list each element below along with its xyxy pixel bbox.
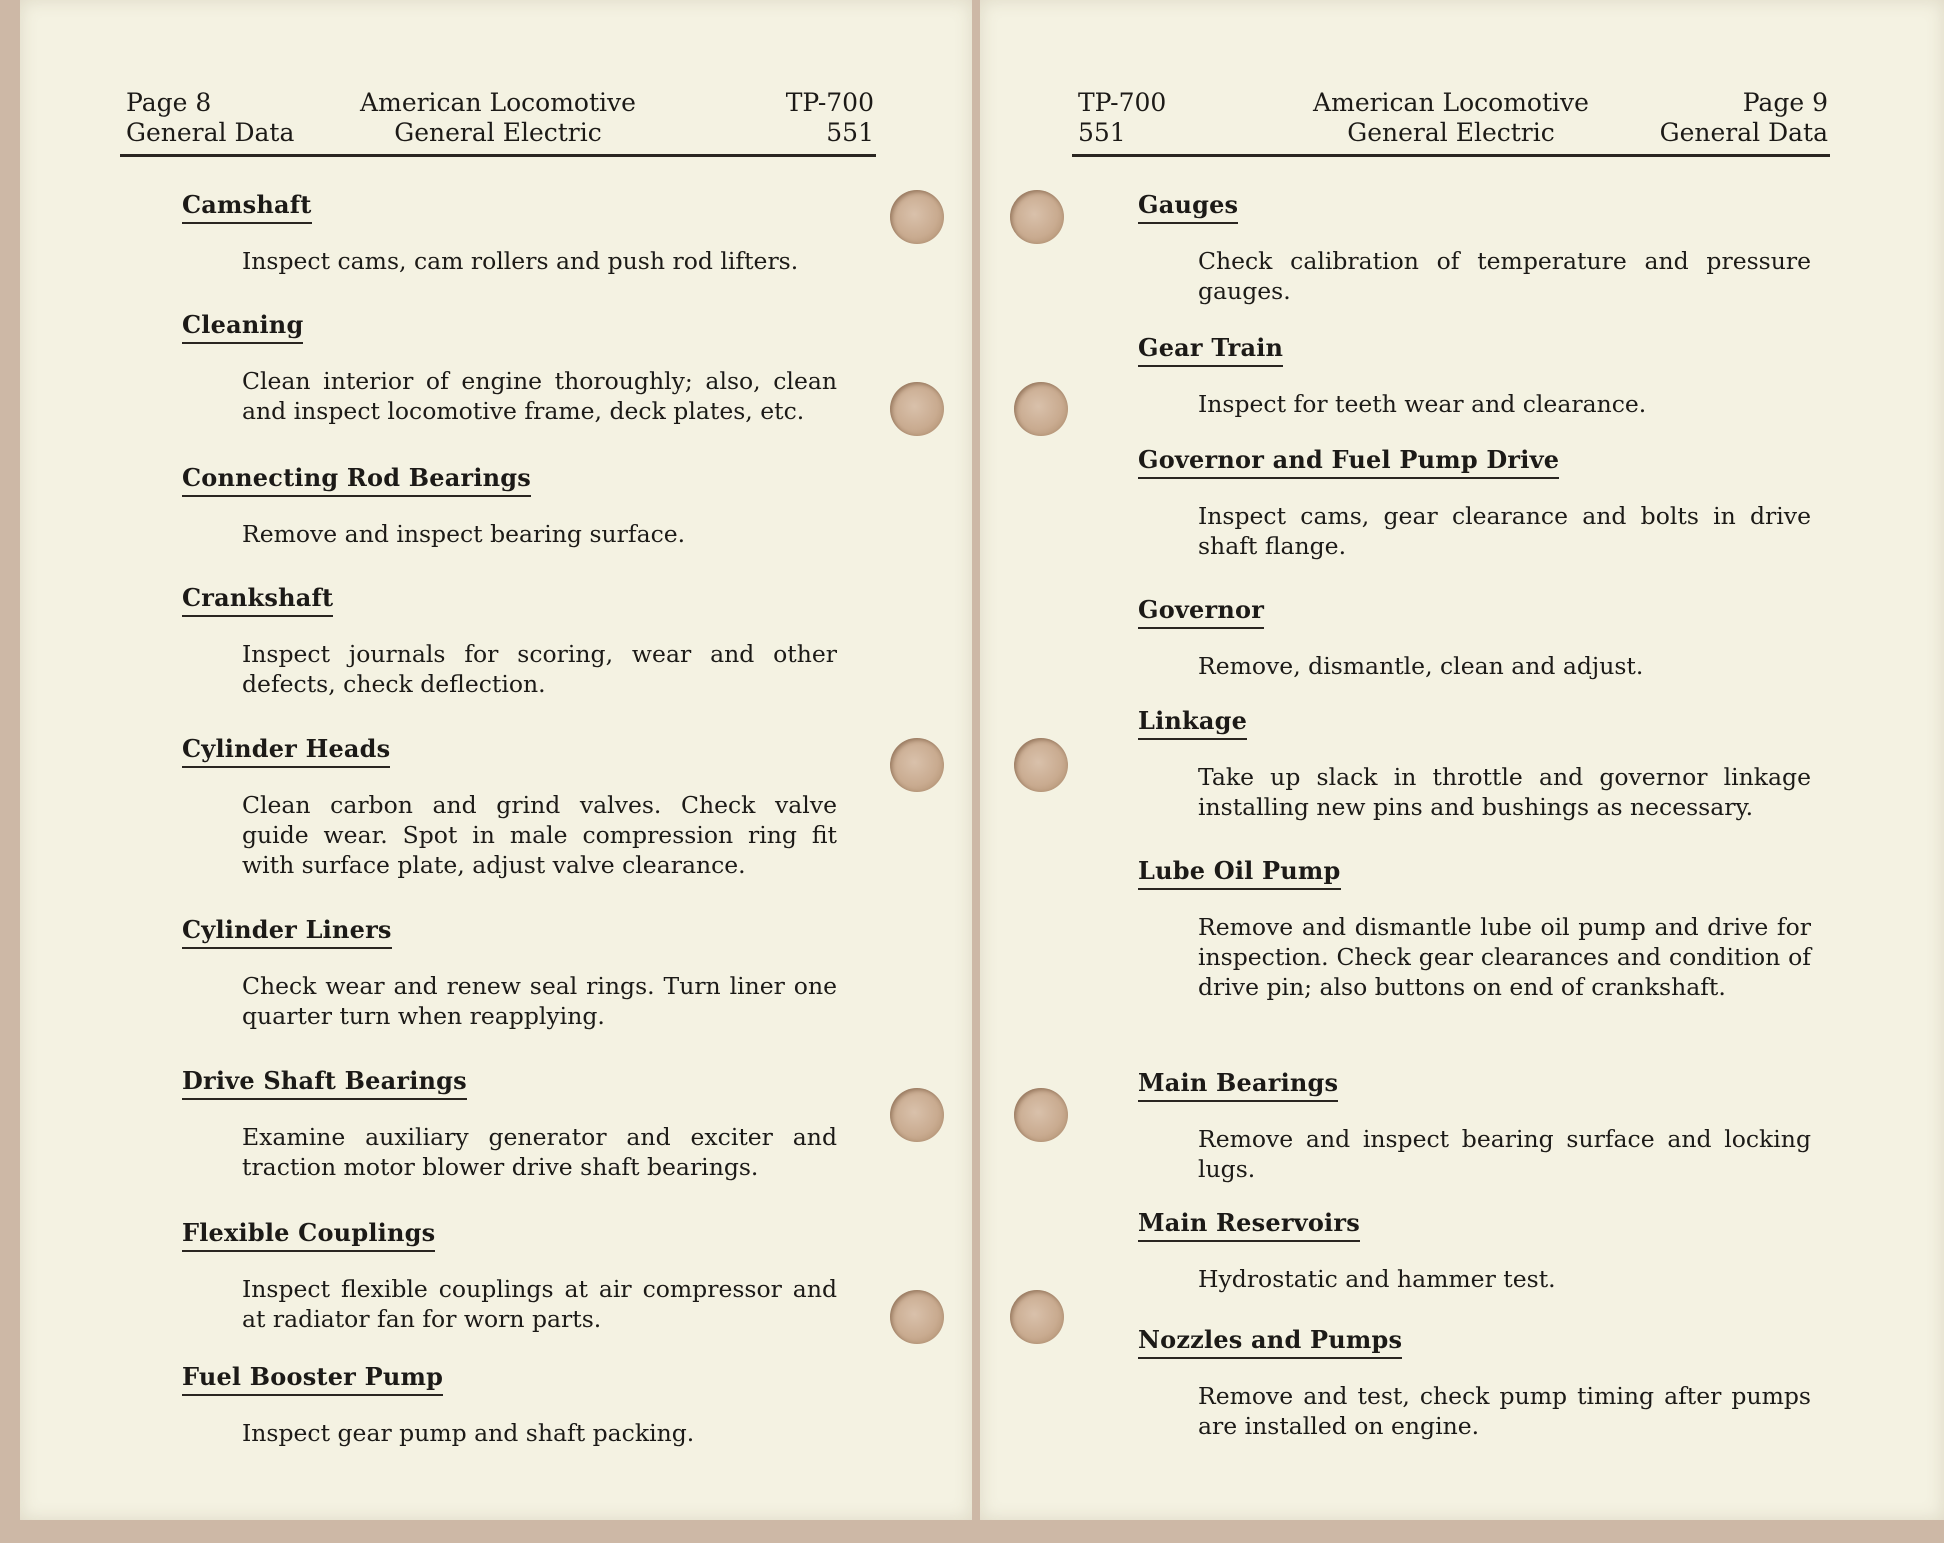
binder-hole — [890, 738, 944, 792]
entry-title: Camshaft — [182, 190, 312, 224]
entry-body: Take up slack in throttle and governor linkage installing new pins and bushings as necessary. — [1198, 763, 1811, 821]
binder-hole — [890, 1088, 944, 1142]
entry-body: Remove and inspect bearing surface and locking lugs. — [1198, 1125, 1811, 1183]
entry-title: Crankshaft — [182, 583, 333, 617]
entry-linkage — [1138, 706, 1811, 822]
entry-title: Main Bearings — [1138, 1068, 1338, 1102]
entry-title: Governor — [1138, 595, 1264, 629]
entry-title: Main Reservoirs — [1138, 1208, 1360, 1242]
entry-title: Governor and Fuel Pump Drive — [1138, 445, 1559, 479]
entry-cylinder-liners — [182, 915, 837, 1031]
entry-title: Cleaning — [182, 310, 303, 344]
left-header-doc-id — [786, 88, 874, 148]
right-header-page-number: Page 9 — [1742, 88, 1828, 117]
left-page — [20, 0, 972, 1520]
entry-title: Linkage — [1138, 706, 1247, 740]
binder-hole — [1014, 1088, 1068, 1142]
right-header-publisher-line1: American Locomotive — [1313, 88, 1589, 117]
right-header-doc-id — [1078, 88, 1166, 148]
right-header-page-info — [1660, 88, 1828, 148]
entry-drive-shaft-bearings — [182, 1066, 837, 1182]
right-page — [980, 0, 1944, 1520]
entry-body: Inspect gear pump and shaft packing. — [242, 1419, 695, 1447]
entry-gear-train — [1138, 333, 1811, 419]
binder-hole — [890, 1290, 944, 1344]
entry-body: Remove and test, check pump timing after pumps are installed on engine. — [1198, 1382, 1811, 1440]
entry-body: Inspect cams, cam rollers and push rod lifters. — [242, 247, 799, 275]
left-header-publisher-line1: American Locomotive — [360, 88, 636, 117]
entry-body: Inspect flexible couplings at air compressor and at radiator fan for worn parts. — [242, 1275, 837, 1333]
entry-camshaft — [182, 190, 837, 276]
entry-body: Hydrostatic and hammer test. — [1198, 1265, 1556, 1293]
entry-body: Clean interior of engine thoroughly; also, clean and inspect locomotive frame, deck plates, etc. — [242, 367, 837, 425]
binder-hole — [890, 190, 944, 244]
left-page-header — [120, 88, 876, 157]
entry-title: Connecting Rod Bearings — [182, 463, 531, 497]
entry-fuel-booster-pump — [182, 1362, 837, 1448]
left-header-publisher-line2: General Electric — [394, 118, 602, 147]
entry-body: Remove and dismantle lube oil pump and drive for inspection. Check gear clearances and condition of drive pin; also buttons on end of crankshaft. — [1198, 913, 1811, 1001]
entry-main-reservoirs — [1138, 1208, 1811, 1294]
right-header-doc-number: 551 — [1078, 118, 1126, 147]
left-header-page-info — [126, 88, 294, 148]
entry-body: Remove, dismantle, clean and adjust. — [1198, 652, 1644, 680]
left-header-page-number: Page 8 — [126, 88, 212, 117]
entry-title: Flexible Couplings — [182, 1218, 435, 1252]
right-header-section: General Data — [1659, 118, 1828, 147]
entry-nozzles-and-pumps — [1138, 1325, 1811, 1441]
entry-title: Cylinder Liners — [182, 915, 392, 949]
entry-title: Gauges — [1138, 190, 1238, 224]
entry-title: Drive Shaft Bearings — [182, 1066, 467, 1100]
entry-cleaning — [182, 310, 837, 426]
left-header-section: General Data — [126, 118, 295, 147]
left-header-doc-code: TP-700 — [785, 88, 874, 117]
right-page-header — [1072, 88, 1830, 157]
left-header-publisher — [360, 88, 636, 148]
entry-body: Check calibration of temperature and pressure gauges. — [1198, 247, 1811, 305]
right-header-publisher-line2: General Electric — [1347, 118, 1555, 147]
binder-hole — [1010, 190, 1064, 244]
left-header-doc-number: 551 — [826, 118, 874, 147]
entry-cylinder-heads — [182, 734, 837, 880]
entry-flexible-couplings — [182, 1218, 837, 1334]
entry-governor-and-fuel-pump-drive — [1138, 445, 1811, 561]
entry-crankshaft — [182, 583, 837, 699]
entry-title: Gear Train — [1138, 333, 1283, 367]
entry-body: Clean carbon and grind valves. Check valve guide wear. Spot in male compression ring fit with surface plate, adjust valve clearance. — [242, 791, 837, 879]
entry-body: Examine auxiliary generator and exciter and traction motor blower drive shaft bearings. — [242, 1123, 837, 1181]
entry-body: Inspect for teeth wear and clearance. — [1198, 390, 1647, 418]
binder-hole — [1010, 1290, 1064, 1344]
entry-lube-oil-pump — [1138, 856, 1811, 1002]
right-header-publisher — [1313, 88, 1589, 148]
entry-main-bearings — [1138, 1068, 1811, 1184]
entry-body: Inspect journals for scoring, wear and other defects, check deflection. — [242, 640, 837, 698]
entry-governor — [1138, 595, 1811, 681]
entry-body: Remove and inspect bearing surface. — [242, 520, 686, 548]
entry-title: Nozzles and Pumps — [1138, 1325, 1402, 1359]
entry-body: Check wear and renew seal rings. Turn liner one quarter turn when reapplying. — [242, 972, 837, 1030]
entry-title: Lube Oil Pump — [1138, 856, 1341, 890]
right-header-doc-code: TP-700 — [1078, 88, 1167, 117]
binder-hole — [1014, 382, 1068, 436]
entry-title: Fuel Booster Pump — [182, 1362, 443, 1396]
entry-body: Inspect cams, gear clearance and bolts in drive shaft flange. — [1198, 502, 1811, 560]
entry-title: Cylinder Heads — [182, 734, 390, 768]
entry-connecting-rod-bearings — [182, 463, 837, 549]
entry-gauges — [1138, 190, 1811, 306]
binder-hole — [1014, 738, 1068, 792]
binder-hole — [890, 382, 944, 436]
